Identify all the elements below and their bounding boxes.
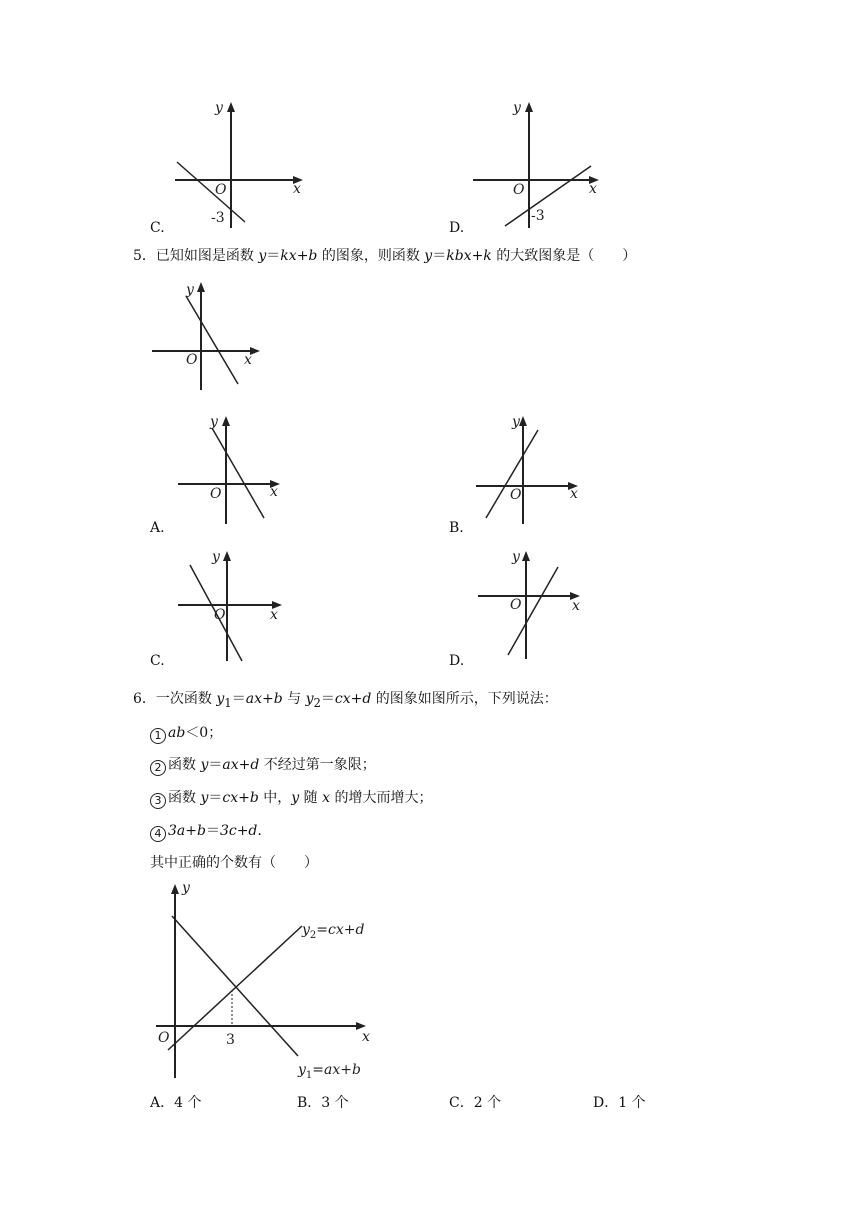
q6-rhs2: cx+d [334, 691, 372, 707]
q6-y2: y [305, 691, 314, 707]
q5-f2-rhs-a: kbx [446, 248, 472, 264]
q6-choice-b[interactable] [297, 1094, 349, 1112]
q6-rhs1: ax+b [245, 691, 283, 707]
q6-s3-eq: ＝ [208, 790, 223, 806]
q6-s4-math: 3a+b [168, 823, 206, 839]
svg-text:y: y [513, 100, 521, 116]
q5-stem [133, 247, 636, 265]
q5-f2-rhs-c: k [483, 248, 492, 264]
svg-text:x: x [293, 181, 301, 197]
q6-stem-a: 一次函数 [155, 691, 217, 707]
q6-statement-3 [150, 789, 432, 809]
svg-text:y1=ax+b: $y_1=ax+b$ [298, 1062, 361, 1081]
svg-text:x: x [270, 484, 278, 500]
q6-choice-a-text: 4 个 [174, 1095, 202, 1111]
q5-stem-b: 的图象，则函数 [317, 248, 425, 264]
q5-option-d-graph [470, 545, 590, 663]
q5-stem-c: 的大致图象是（ ） [491, 248, 637, 264]
q6-number: 6． [133, 691, 156, 707]
svg-text:-3: -3 [211, 210, 225, 226]
q6-s2-math: y [200, 757, 209, 773]
q5-option-b-label[interactable]: B. [449, 520, 464, 536]
q5-main-graph [148, 280, 268, 395]
q6-y1: y [216, 691, 225, 707]
q6-s2-pre: 函数 [168, 757, 201, 773]
q5-option-d-label[interactable]: D. [449, 653, 465, 669]
q5-f2: y [424, 248, 433, 264]
q6-choice-c[interactable] [449, 1094, 501, 1112]
q5-f1-rhs-a: kx [280, 248, 297, 264]
svg-text:O: O [214, 607, 226, 623]
q6-s3-post: 中， [258, 790, 292, 806]
svg-text:y: y [215, 100, 223, 116]
q6-s3-post2: 的增大而增大； [330, 790, 433, 806]
q6-eq1: ＝ [231, 691, 246, 707]
q6-choice-d-text: 1 个 [618, 1095, 646, 1111]
q6-s2-eq: ＝ [208, 757, 223, 773]
circled-number-2: 2 [150, 760, 166, 776]
q4-option-c-label[interactable]: C. [150, 220, 165, 236]
svg-text:O: O [510, 597, 522, 613]
q5-stem-a: 已知如图是函数 [155, 248, 259, 264]
q6-s4-math2: 3c+d [219, 823, 258, 839]
svg-text:O: O [513, 182, 525, 198]
svg-text:3: 3 [226, 1032, 235, 1048]
q6-s2-post: 不经过第一象限； [259, 757, 376, 773]
q5-number: 5． [133, 248, 156, 264]
q6-s3-mid: 随 [299, 790, 323, 806]
q6-s1-post: ＜0； [185, 725, 223, 741]
q6-choice-c-text: 2 个 [473, 1095, 502, 1111]
q6-question: 其中正确的个数有（ ） [150, 855, 318, 871]
q6-s3-v2: x [322, 790, 330, 806]
q5-option-a-label[interactable]: A. [150, 520, 165, 536]
circled-number-1: 1 [150, 728, 166, 744]
q6-sub1: 1 [224, 695, 232, 710]
q4-option-d-label[interactable]: D. [449, 220, 465, 236]
q6-choice-b-text: 3 个 [321, 1095, 349, 1111]
svg-text:x: x [244, 352, 252, 368]
q5-option-c-graph [170, 545, 290, 663]
svg-text:O: O [210, 486, 222, 502]
svg-text:x: x [589, 181, 597, 197]
circled-number-3: 3 [150, 793, 166, 809]
q6-sub2: 2 [313, 695, 321, 710]
q5-option-c-label[interactable]: C. [150, 653, 165, 669]
svg-text:x: x [570, 486, 578, 502]
q4-option-c-graph [165, 98, 315, 238]
q5-option-b-graph [470, 410, 590, 528]
q6-graph [150, 878, 390, 1088]
svg-text:y: y [212, 549, 220, 565]
svg-text:-3: -3 [531, 208, 545, 224]
q6-choice-d[interactable] [593, 1094, 646, 1112]
q6-statement-1 [150, 724, 222, 744]
svg-text:y: y [210, 414, 218, 430]
q6-eq2: ＝ [320, 691, 335, 707]
svg-text:x: x [572, 598, 580, 614]
q6-choice-c-label: C． [449, 1095, 474, 1111]
q5-eq1: ＝ [266, 248, 281, 264]
q6-statement-4 [150, 822, 262, 842]
svg-text:x: x [362, 1029, 370, 1045]
svg-text:O: O [215, 182, 227, 198]
circled-number-4: 4 [150, 826, 166, 842]
q5-option-a-graph [170, 410, 290, 528]
q6-s3-pre: 函数 [168, 790, 201, 806]
q5-f2-rhs-b: + [471, 248, 484, 264]
svg-text:y: y [512, 414, 520, 430]
svg-text:y: y [512, 549, 520, 565]
q6-s2-math2: ax+d [222, 757, 260, 773]
svg-text:y2=cx+d: $y_2=cx+d$ [302, 922, 365, 941]
q5-eq2: ＝ [432, 248, 447, 264]
q6-s3-v1: y [291, 790, 300, 806]
q6-choice-b-label: B． [297, 1095, 322, 1111]
svg-text:y: y [182, 880, 190, 896]
q5-f1-rhs-b: + [296, 248, 309, 264]
q6-s4-post: . [257, 823, 262, 839]
q6-s3-math: y [200, 790, 209, 806]
q6-stem-c: 的图象如图所示，下列说法： [371, 691, 558, 707]
q6-stem [133, 690, 558, 712]
q6-s4-eq: ＝ [205, 823, 220, 839]
q4-option-d-graph [465, 98, 615, 238]
q6-statement-2 [150, 756, 376, 776]
q5-f1: y [258, 248, 267, 264]
q6-stem-b: 与 [282, 691, 306, 707]
svg-text:x: x [270, 607, 278, 623]
q5-f1-rhs-c: b [308, 248, 318, 264]
svg-text:O: O [158, 1030, 170, 1046]
svg-text:y: y [186, 282, 194, 298]
q6-s1-math: ab [168, 725, 186, 741]
svg-text:O: O [510, 487, 522, 503]
q6-choice-a-label: A． [150, 1095, 175, 1111]
q6-choice-d-label: D． [593, 1095, 619, 1111]
q6-choice-a[interactable] [150, 1094, 201, 1112]
q6-s3-math2: cx+b [222, 790, 259, 806]
svg-text:O: O [186, 352, 198, 368]
